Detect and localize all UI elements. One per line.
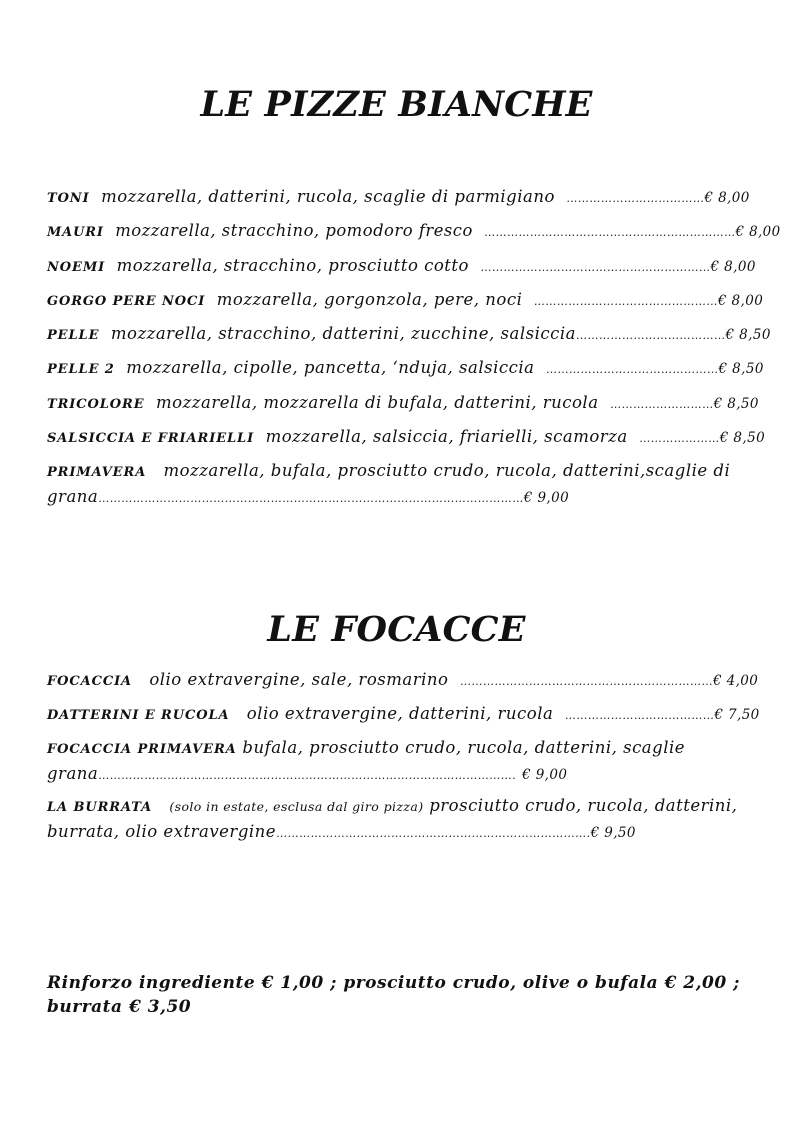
menu-item — [47, 356, 764, 382]
leader-dots: ………………… — [639, 432, 720, 445]
item-name: FOCACCIA — [47, 674, 133, 689]
item-price: € 9,50 — [590, 825, 636, 841]
item-description: mozzarella, stracchino, prosciutto cotto — [116, 256, 469, 275]
section-title: LE FOCACCE — [267, 609, 526, 650]
menu-item — [47, 702, 760, 728]
leader-dots: ………………………………………………………………………………………………… — [98, 492, 524, 505]
menu-item — [47, 459, 730, 511]
item-description: bufala, prosciutto crudo, rucola, datterini, scaglie — [242, 738, 686, 757]
menu-item — [47, 322, 771, 348]
item-description: mozzarella, gorgonzola, pere, noci — [216, 290, 523, 309]
item-price: € 8,00 — [735, 224, 781, 240]
item-name: NOEMI — [47, 260, 106, 275]
menu-item — [47, 288, 763, 314]
menu-item — [47, 219, 781, 245]
leader-dots: ………………………………………………………… — [459, 675, 713, 688]
item-description: mozzarella, stracchino, datterini, zucchine, salsiccia — [110, 324, 576, 343]
menu-item — [47, 254, 756, 280]
leader-dots: ………………………………………………………………………………………………. — [98, 769, 517, 782]
menu-item — [47, 185, 750, 211]
item-price: € 4,00 — [712, 673, 759, 689]
item-description-continued: grana — [47, 487, 99, 506]
item-name: PELLE 2 — [47, 362, 115, 377]
item-description: mozzarella, datterini, rucola, scaglie di parmigiano — [101, 187, 555, 206]
item-description-continued: grana — [47, 764, 99, 783]
item-description: mozzarella, bufala, prosciutto crudo, rucola, datterini,scaglie di — [163, 461, 731, 480]
item-price: € 7,50 — [714, 707, 760, 723]
item-name: PRIMAVERA — [47, 465, 147, 480]
page-title: LE PIZZE BIANCHE — [200, 84, 593, 125]
item-name: LA BURRATA — [47, 800, 153, 815]
item-price: € 8,50 — [718, 361, 764, 377]
leader-dots: ………………………………………… — [533, 295, 718, 308]
item-price: € 9,00 — [522, 767, 568, 783]
leader-dots: ……………………………………… — [545, 363, 719, 376]
extras-note: Rinforzo ingrediente € 1,00 ; prosciutto crudo, olive o bufala € 2,00 ; burrata € 3,50 — [47, 973, 740, 1017]
item-name: MAURI — [47, 225, 104, 240]
item-price: € 8,50 — [719, 430, 766, 446]
item-price: € 8,00 — [710, 259, 756, 275]
menu-item — [47, 391, 759, 417]
item-name: FOCACCIA PRIMAVERA — [47, 742, 237, 757]
item-description: mozzarella, stracchino, pomodoro fresco — [115, 221, 473, 240]
leader-dots: ………………………………………………………………………. — [276, 827, 591, 840]
menu-item — [47, 668, 758, 694]
item-description-continued: burrata, olio extravergine — [47, 822, 277, 841]
item-name: GORGO PERE NOCI — [47, 294, 206, 309]
menu-item — [47, 794, 737, 846]
item-name: PELLE — [47, 328, 100, 343]
item-description: mozzarella, salsiccia, friarielli, scamorza — [265, 427, 628, 446]
item-description: mozzarella, mozzarella di bufala, datterini, rucola — [156, 393, 599, 412]
menu-item — [47, 425, 765, 451]
menu-item — [47, 736, 685, 788]
item-description: mozzarella, cipolle, pancetta, ‘nduja, salsiccia — [126, 358, 535, 377]
item-price: € 8,50 — [725, 327, 771, 343]
item-name: TONI — [47, 191, 90, 206]
item-name: DATTERINI E RUCOLA — [47, 708, 230, 723]
item-price: € 9,00 — [523, 490, 570, 506]
item-name: TRICOLORE — [47, 397, 145, 412]
leader-dots: …………………………………………………… — [480, 261, 711, 274]
leader-dots: ……………………………… — [566, 192, 705, 205]
item-description: olio extravergine, sale, rosmarino — [149, 670, 449, 689]
item-price: € 8,00 — [717, 293, 764, 309]
leader-dots: ……………………… — [610, 398, 714, 411]
item-note: (solo in estate, esclusa dal giro pizza) — [169, 799, 424, 814]
leader-dots: ………………………………… — [564, 709, 715, 722]
leader-dots: ………………………………………………………… — [484, 226, 736, 239]
item-price: € 8,00 — [704, 190, 750, 206]
item-description: olio extravergine, datterini, rucola — [246, 704, 554, 723]
item-name: SALSICCIA E FRIARIELLI — [47, 431, 255, 446]
item-description: prosciutto crudo, rucola, datterini, — [429, 796, 738, 815]
leader-dots: ………………………………… — [575, 329, 726, 342]
item-price: € 8,50 — [713, 396, 759, 412]
